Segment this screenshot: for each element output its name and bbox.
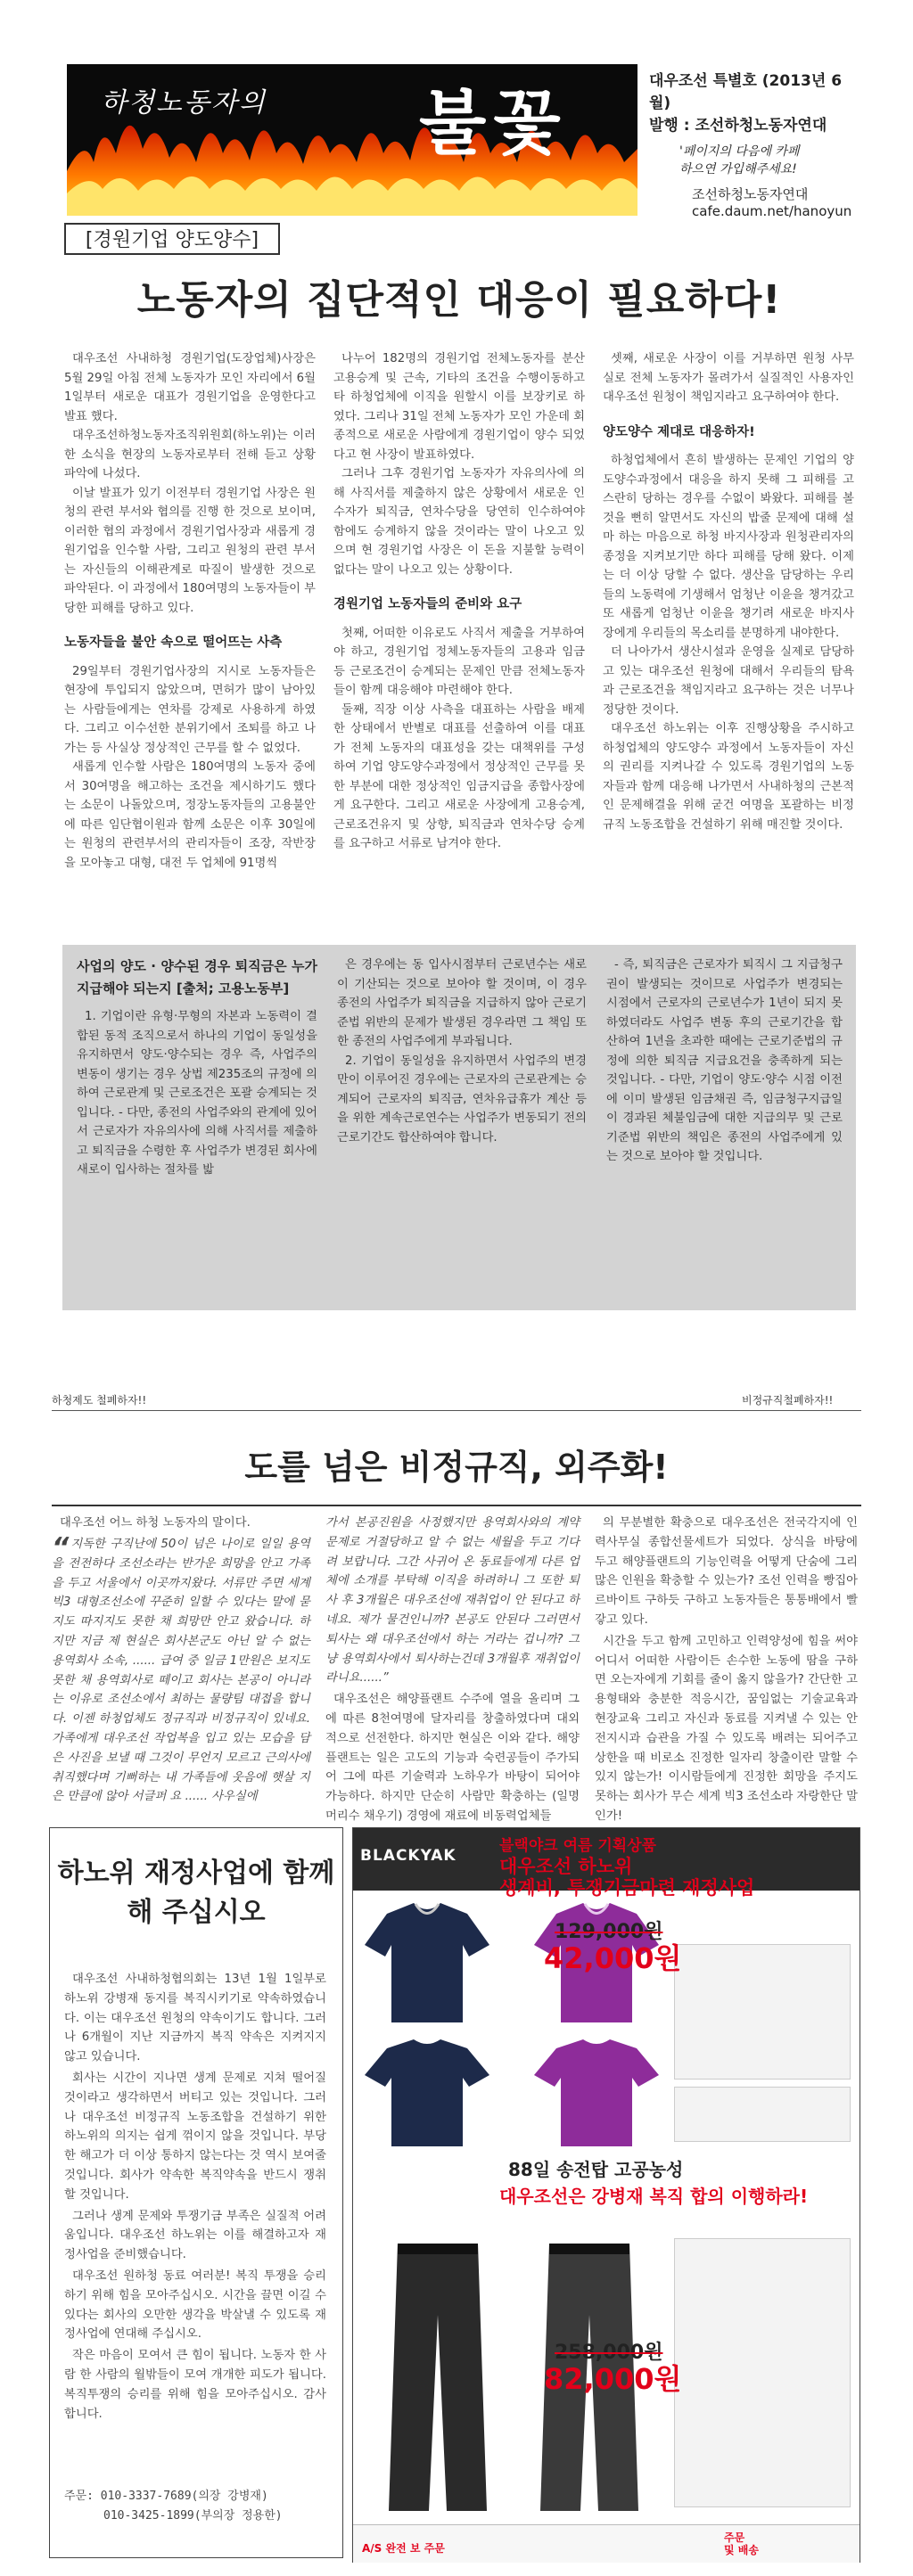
pants-detail-panel: [674, 2238, 851, 2507]
paragraph: 더 나아가서 생산시설과 운영을 실제로 담당하고 있는 대우조선 원청에 대해서 우리들의 탐욕과 근로조건을 책임지라고 요구하는 것은 너무나 정당한 것이다.: [603, 645, 854, 717]
issue-info: [649, 68, 854, 219]
fundraising-title: 하노위 재정사업에 함께 해 주십시오: [57, 1858, 335, 1928]
header-divider: [52, 1410, 861, 1411]
size-chart-panel: [674, 2087, 851, 2142]
banner-title: 불꽃: [419, 83, 568, 164]
fundraising-body: [64, 1970, 326, 2425]
info-column-3: [606, 956, 843, 1167]
info-box-title: 사업의 양도 · 양수된 경우 퇴직금은 누가 지급해야 되는지 [출처; 고용노동부]: [77, 958, 317, 997]
article-column-1: [64, 349, 316, 873]
contact-line: 010-3425-1899(부의장 정용한): [103, 2509, 283, 2523]
paragraph: 29일부터 경원기업사장의 지시로 노동자들은 현장에 투입되지 않았으며, 면허가 많이 남아있는 사람들에게는 연차를 강제로 사용하게 하였다. 그리고 이수선한 분위기에서 조퇴를 하고 나가는 등 사실상 정상적인 근무를 할 수 없었다.: [64, 664, 316, 755]
article2-column-3: [595, 1514, 858, 1828]
paragraph: 새롭게 인수할 사람은 180여명의 노동자 중에서 30여명을 해고하는 조건을 제시하기도 했다는 소문이 나돌았으며, 정장노동자들의 고용불안에 따른 임단협이원과 함께 소문은 이후 30일에는 원청의 관련부서의 관리자들이 조장, 작반장을 모아놓고 대형, 대전 두 업체에 91명씩: [64, 760, 316, 870]
navy-shirt-image: [360, 1896, 494, 2030]
reinstatement-demand: 대우조선은 강병재 복직 합의 이행하라!: [499, 2186, 809, 2207]
paragraph: 대우조선 하노위는 이후 진행상황을 주시하고 하청업체의 양도양수 과정에서 노동자들이 자신의 권리를 지켜나갈 수 있도록 경원기업의 노동자들과 함께 대응해 나가면서 사내하청의 근본적인 문제해결을 위해 굳건 여명을 포괄하는 비정규직 노동조합을 건설하기 위해 매진할 것이다.: [603, 722, 854, 832]
issue-label: 대우조선 특별호 (2013년 6월): [649, 72, 843, 112]
paragraph: 2. 기업이 동일성을 유지하면서 사업주의 변경만이 이루어진 경우에는 근로자의 근로관계는 승계되어 근로자의 퇴직금, 연차유급휴가 계산 등을 위한 계속근로연수는 사업주가 변동되기 전의 근로기간도 합산하여야 합니다.: [337, 1054, 587, 1144]
paragraph: 의 무분별한 확충으로 대우조선은 전국각지에 인력사무실 종합선물세트가 되었다. 상식을 바탕에 두고 해양플랜트의 기능인력을 어떻게 단숨에 그리 많은 인원을 확충할 수 있는가? 조선 인력을 빵집아르바이트 구하듯 구하고 노동자들은 통통배에서 빨갛고 있다.: [595, 1516, 858, 1627]
cafe-url[interactable]: cafe.daum.net/hanoyun: [692, 203, 852, 219]
join-note-2: 하으연 가입해주세요!: [679, 162, 797, 176]
original-price: 258,000원: [555, 2342, 663, 2364]
running-header-left: 하청제도 철폐하자!!: [52, 1394, 147, 1407]
paragraph: 하청업체에서 흔히 발생하는 문제인 기업의 양도양수과정에서 대응을 하지 못해 그 피해를 고스란히 당하는 경우를 수없이 봐왔다. 피해를 볼 것을 뻔히 알면서도 자신의 밥줄 문제에 대해 설마 하는 마음으로 하청 바지사장과 원청관리자의 종정을 지켜보기만 하다 피해를 당해 왔다. 이제는 더 이상 당할 수 없다. 생산을 담당하는 우리들의 노동력에 기생해서 엄청난 이윤을 챙겨갔고 또 새롭게 엄청난 이윤을 챙기려 새로운 바지사장에게 우리들의 목소리를 분명하게 내야한다.: [603, 454, 854, 640]
brand-logo: BLACKYAK: [360, 1847, 456, 1865]
article-column-3: [603, 349, 854, 834]
publisher-label: 발행 : 조선하청노동자연대: [649, 117, 827, 135]
info-column-1: [77, 956, 317, 1180]
paragraph: 첫째, 어떠한 이유로도 사직서 제출을 거부하여야 하고, 경원기업 정체노동자들의 고용과 임금 등 근로조건이 승계되는 문제인 만큼 전체노동자들이 함께 대응해야 마련해야 한다.: [333, 626, 585, 697]
contact-info: [64, 2487, 332, 2526]
paragraph: 그러나 생계 문제와 투쟁기금 부족은 실질적 어려움입니다. 대우조선 하노위는 이를 해결하고자 재정사업을 준비했습니다.: [64, 2209, 326, 2262]
ad-title-line-1: 대우조선 하노위: [499, 1856, 633, 1877]
ad-promo-label: 블랙야크 여름 기획상품: [499, 1837, 657, 1855]
org-name: 조선하청노동자연대: [692, 186, 809, 202]
product-detail-panel: [674, 1944, 851, 2080]
quote-text: 지독한 구직난에 50이 넘은 나이로 일일 용역을 전전하다 조선소라는 반가운 희망을 안고 가족을 두고 서울에서 이곳까지왔다. 서류만 주면 세계 빅3 대형조선소에 꾸준히 일할 수 있다는 말에 묻지도 따지지도 못한 채 희망만 안고 왔습니다. 하지만 지금 제 현실은 회사본군도 아닌 알 수 없는 용역회사 소속, ...... 급여 중 일금 1만원은 보지도 못한 채 용역회사로 떼이고 회사는 본공이 아니라는 이유로 조선소에서 최하는 물량팀 대접을 합니다. 이젠 하청업체도 정규직과 비정규직이 있네요. 가족에게 대우조선 작업복을 입고 있는 모습을 담은 사진을 보낼 때 그것이 무언지 모르고 근의사에 취직했다며 기뻐하는 내 가족들에 웃음에 햇살 지은 만큼에 않아 서글퍼 요 ...... 사우실에: [52, 1537, 310, 1804]
paragraph: 시간을 두고 함께 고민하고 인력양성에 힘을 써야 어디서 어떠한 사람이든 손수한 노동에 땀을 구하면 오는자에게 기회를 줄이 옳지 않을가? 간단한 고용형태와 충분한 적응시간, 꿈임없는 기술교육과 현장교육 그리고 자신과 동료를 지켜낼 수 있는 안전지시과 습관을 가질 수 있도록 배려는 되어주고 상한을 때 비로소 진정한 일자리 창출이란 말할 수 있지 않는가! 이시람들에게 진정한 회망을 주지도 못하는 회사가 무슨 세계 빅3 조선소라 자랑한단 말인가!: [595, 1634, 858, 1823]
paragraph: - 즉, 퇴직금은 근로자가 퇴직시 그 지급청구권이 발생되는 것이므로 사업주가 변경되는 시점에서 근로자의 근로년수가 1년이 되지 못하였더라도 사업주 변동 후의 근로기간을 합산하여 1년을 초과한 때에는 근로기준법의 규정에 의한 퇴직금 지급요건을 충족하게 되는 것입니다. - 다만, 기업이 양도·양수 시점 이전에 이미 발생된 임금채권 즉, 임금청구지급일이 경과된 체불임금에 대한 지급의무 및 근로기준법 위반의 책임은 종전의 사업주에게 있는 것으로 보아야 할 것입니다.: [606, 958, 843, 1163]
paragraph: 이날 발표가 있기 이전부터 경원기업 사장은 원청의 관련 부서와 협의를 진행 한 것으로 보이며, 이러한 협의 과정에서 경원기업사장과 새롭게 경원기업을 인수할 사람, 그리고 원청의 관련 부서는 자신들의 이해관계로 따질이 발생한 것으로 파악된다. 이 과정에서 180여명의 노동자들이 부당한 피해를 당하고 있다.: [64, 486, 316, 615]
headline-divider: [52, 1505, 861, 1506]
worker-quote: [52, 1531, 310, 1807]
paragraph: 셋째, 새로운 사장이 이를 거부하면 원청 사무실로 전체 노동자가 몰려가서 실질적인 사용자인 대우조선 원청이 책임지라고 요구하여야 한다.: [603, 352, 854, 404]
paragraph: 둘째, 직장 이상 사측을 대표하는 사람을 배제한 상태에서 반별로 대표를 선출하여 이를 대표가 전체 노동자의 대표성을 갖는 대책위를 구성하여 기업 양도양수과정에서 정상적인 근무를 못한 부분에 대한 정상적인 임금지급을 종합사장에게 요구한다. 그리고 새로운 사장에게 고용승계, 근로조건유지 및 상향, 퇴직금과 연차수당 승계를 요구하고 서류로 남겨야 한다.: [333, 702, 585, 850]
contact-line: 주문: 010-3337-7689(의장 강병재): [64, 2490, 268, 2503]
paragraph: 대우조선 원하청 동료 여러분! 복직 투쟁을 승리하기 위해 힘을 모아주십시오. 시간을 끌면 이길 수 있다는 회사의 오만한 생각을 박살낼 수 있도록 재정사업에 연대해 주십시오.: [64, 2268, 326, 2342]
running-header-right: 비정규직철폐하자!!: [742, 1394, 834, 1407]
paragraph: 대우조선 어느 하청 노동자의 말이다.: [60, 1516, 251, 1530]
paragraph: 그러나 그후 경원기업 노동자가 자유의사에 의해 사직서를 제출하지 않은 상황에서 새로운 인수자가 퇴직금, 연차수당을 당연히 인수하여야 함에도 승계하지 않을 것이라는 말이 나오고 있으며 현 경원기업 사장은 이 돈을 지불할 능력이 없다는 말이 나오고 있는 상황이다.: [333, 467, 585, 577]
subheading: 경원기업 노동자들의 준비와 요구: [333, 597, 522, 611]
article2-column-1: [52, 1514, 310, 1809]
article2-column-2: [325, 1514, 580, 1828]
article-topic-box: [경원기업 양도양수]: [64, 223, 280, 255]
original-price: 129,000원: [555, 1921, 663, 1943]
paragraph: 회사는 시간이 지나면 생계 문제로 지쳐 떨어질 것이라고 생각하면서 버티고 있는 것입니다. 그러나 대우조선 비정규직 노동조합을 건설하기 위한 하노위의 의지는 쉽게 꺾이지 않을 것입니다. 부당한 해고가 더 이상 통하지 않는다는 것 역시 보여줄 것입니다. 회사가 약속한 복직약속을 반드시 쟁취할 것입니다.: [64, 2071, 326, 2202]
sale-price: 82,000원: [544, 2362, 682, 2396]
info-column-2: [337, 956, 587, 1147]
sale-price: 42,000원: [544, 1941, 682, 1975]
paragraph: 작은 마음이 모여서 큰 힘이 됩니다. 노동자 한 사람 한 사람의 월밖들이 모여 개개한 피도가 됩니다. 복직투쟁의 승리를 위해 힘을 모아주십시오. 감사합니다.: [64, 2349, 326, 2421]
paragraph: 1. 기업이란 유형·무형의 자본과 노동력이 결합된 동적 조직으로서 하나의 기업이 동일성을 유지하면서 양도·양수되는 경우 즉, 사업주의 변동이 생기는 경우 상법 제235조의 규정에 의하여 근로관계 및 근로조건은 포괄 승계되는 것입니다. - 다만, 종전의 사업주와의 관계에 있어서 근로자가 자유의사에 의해 사직서를 제출하고 퇴직금을 수령한 후 사업주가 변경된 회사에 새로이 입사하는 절차를 밟: [77, 1010, 317, 1177]
banner-subtitle: 하청노동자의: [101, 87, 267, 119]
paragraph: 나누어 182명의 경원기업 전체노동자를 분산 고용승계 및 근속, 기타의 조건을 수행이동하고 타 하청업체에 이직을 원할시 이를 보장키로 하였다. 그리나 31일 전체 노동자가 모인 가운데 회종적으로 새로운 사람에게 경원기업이 양수 되었다고 현 사장이 발표하였다.: [333, 352, 585, 462]
subheading: 노동자들을 불안 속으로 떨어뜨는 사측: [64, 636, 283, 650]
paragraph: 대우조선하청노동자조직위원회(하노위)는 이러한 소식을 현장의 노동자로부터 전해 듣고 상황파악에 나섰다.: [64, 429, 316, 480]
paragraph: 대우조선은 해양플랜트 수주에 열을 올리며 그에 따른 8천여명에 달자리를 창출하였다며 대외적으로 선전한다. 하지만 현실은 이와 같다. 해양플랜트는 일은 고도의 기능과 숙련공들이 주가되어 그에 따른 기술력과 노하우가 바탕이 되어야 가능하다. 하지만 단순히 사람만 확충하는 (일명 머리수 채우기) 경영에 재료에 비동력업체들: [325, 1693, 580, 1823]
sit-in-banner: 88일 송전탑 고공농성: [508, 2159, 684, 2180]
subheading: 양도양수 제대로 대응하자!: [603, 424, 755, 439]
article-column-2: [333, 349, 585, 854]
article-headline-2: 도를 넘은 비정규직, 외주화!: [244, 1448, 669, 1487]
navy-shirt-back-image: [360, 2035, 494, 2151]
paragraph: 대우조선 사내하청 경원기업(도장업체)사장은 5월 29일 아침 전체 노동자가 모인 자리에서 6월 1일부터 새로운 대표가 경원기업을 운영한다고 발표 했다.: [64, 352, 316, 423]
quote-mark: “: [52, 1531, 70, 1563]
ad-footer-order: [724, 2531, 759, 2556]
purple-shirt-back-image: [530, 2035, 663, 2151]
masthead-banner: [67, 64, 637, 216]
paragraph: 대우조선 사내하청협의회는 13년 1월 1일부로 하노위 강병재 동지를 복직시키기로 약속하였습니다. 이는 대우조선 원청의 약속이기도 합니다. 그러나 6개월이 지난 지금까지 복직 약속은 지켜지지 않고 있습니다.: [64, 1973, 326, 2064]
paragraph: 은 경우에는 동 입사시점부터 근로년수는 새로이 기산되는 것으로 보아야 할 것이며, 이 경우 종전의 사업주가 퇴직금을 지급하지 않아 근로기준법 위반의 문제가 발생된 경우라면 그 책임 또한 종전의 사업주에게 부과됩니다.: [337, 958, 587, 1048]
join-note-1: '페이지의 다음에 카페: [679, 144, 800, 159]
ad-title-line-2: 생계비, 투쟁기금마련 재정사업: [499, 1877, 755, 1899]
ad-footer-as: A/S 완전 보 주문: [362, 2542, 445, 2555]
pants-image-1: [371, 2235, 505, 2520]
article-headline: 노동자의 집단적인 대응이 필요하다!: [136, 277, 782, 323]
order-label: 주문: [724, 2531, 745, 2544]
delivery-label: 및 배송: [724, 2544, 759, 2556]
paragraph: 가서 본공진원을 사정했지만 용역회사와의 계약문제로 거절당하고 알 수 없는 세월을 두고 기다려 보랍니다. 그간 사귀어 온 동료들에게 다른 업체에 소개를 부탁해 이직을 하려하니 그 또한 퇴사 후 3개월은 대우조선에 재취업이 안 된다고 하네요. 제가 물건인니까? 본공도 안된다 그러면서 퇴사는 왜 대우조선에서 하는 거라는 겁니까? 그냥 용역회사에서 퇴사하는건데 3개월후 재취업이 라니요......”: [325, 1516, 580, 1686]
